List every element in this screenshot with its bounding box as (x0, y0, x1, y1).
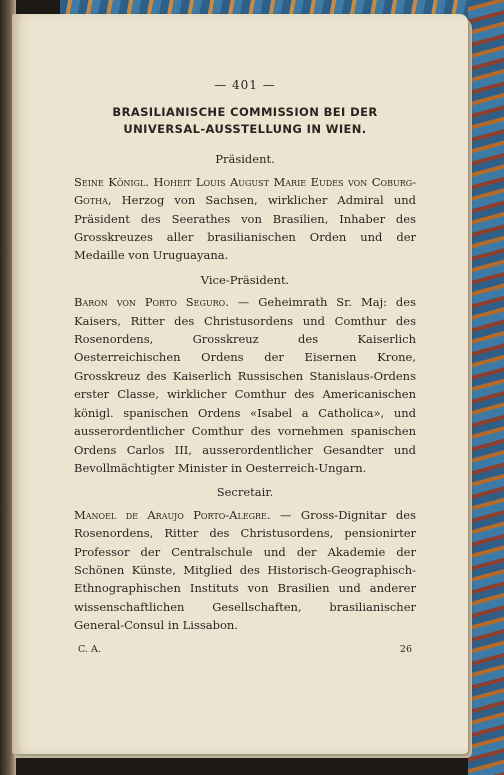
page-footer (74, 641, 416, 659)
signature-mark: C. A. (78, 643, 101, 655)
vice-president-name: Baron von Porto Seguro. (74, 295, 229, 310)
sheet-number: 26 (399, 643, 412, 655)
president-entry (74, 173, 416, 265)
president-name: Seine Königl. Hoheit Louis August Marie Eudes von Coburg-Gotha, (74, 174, 416, 208)
section-heading-vice-president: Vice-Präsident. (200, 272, 290, 287)
vice-president-entry (74, 293, 416, 477)
marbled-cover-edge (468, 0, 504, 775)
secretary-text: — Gross-Dignitar des Rosenordens, Ritter des Christusordens, pensionirter Professor der Centralschule und der Akademie der Schönen Künste, Mitglied des Historisch-Geographisch-Ethnographischen Instituts von Brasilien und anderer wissenschaftlichen Gesellschaften, brasilianischer General-Consul in Lissabon. (74, 507, 417, 633)
section-heading-secretary: Secretair. (216, 485, 274, 500)
page-title: BRASILIANISCHE COMMISSION BEI DER UNIVERSAL-AUSSTELLUNG IN WIEN. (112, 105, 378, 137)
section-heading-president: Präsident. (215, 152, 275, 167)
page-content (74, 76, 416, 659)
president-text: Herzog von Sachsen, wirklicher Admiral und Präsident des Seerathes von Brasilien, Inhaber des Grosskreuzes aller brasilianischen Orden und der Medaille von Uruguayana. (74, 193, 416, 263)
vice-president-text: — Geheimrath Sr. Maj: des Kaisers, Ritter des Christusordens und Comthur des Rosenordens, Grosskreuz des Kaiserlich Oesterreichischen Ordens der Eisernen Krone, Grosskreuz des Kaiserlich Russischen Stanislaus-Ordens erster Classe, wirklicher Comthur des Americanischen königl. spanischen Ordens «Isabel a Catholica», und ausserordentlicher Comthur des vornehmen spanischen Ordens Carlos III, ausserordentlicher Gesandter und Bevollmächtigter Minister in Oesterreich-Ungarn. (74, 295, 416, 475)
page-number: — 401 — (214, 78, 276, 92)
secretary-name: Manoel de Araujo Porto-Alegre. (74, 507, 271, 522)
book-page (12, 14, 468, 754)
secretary-entry (74, 506, 416, 635)
